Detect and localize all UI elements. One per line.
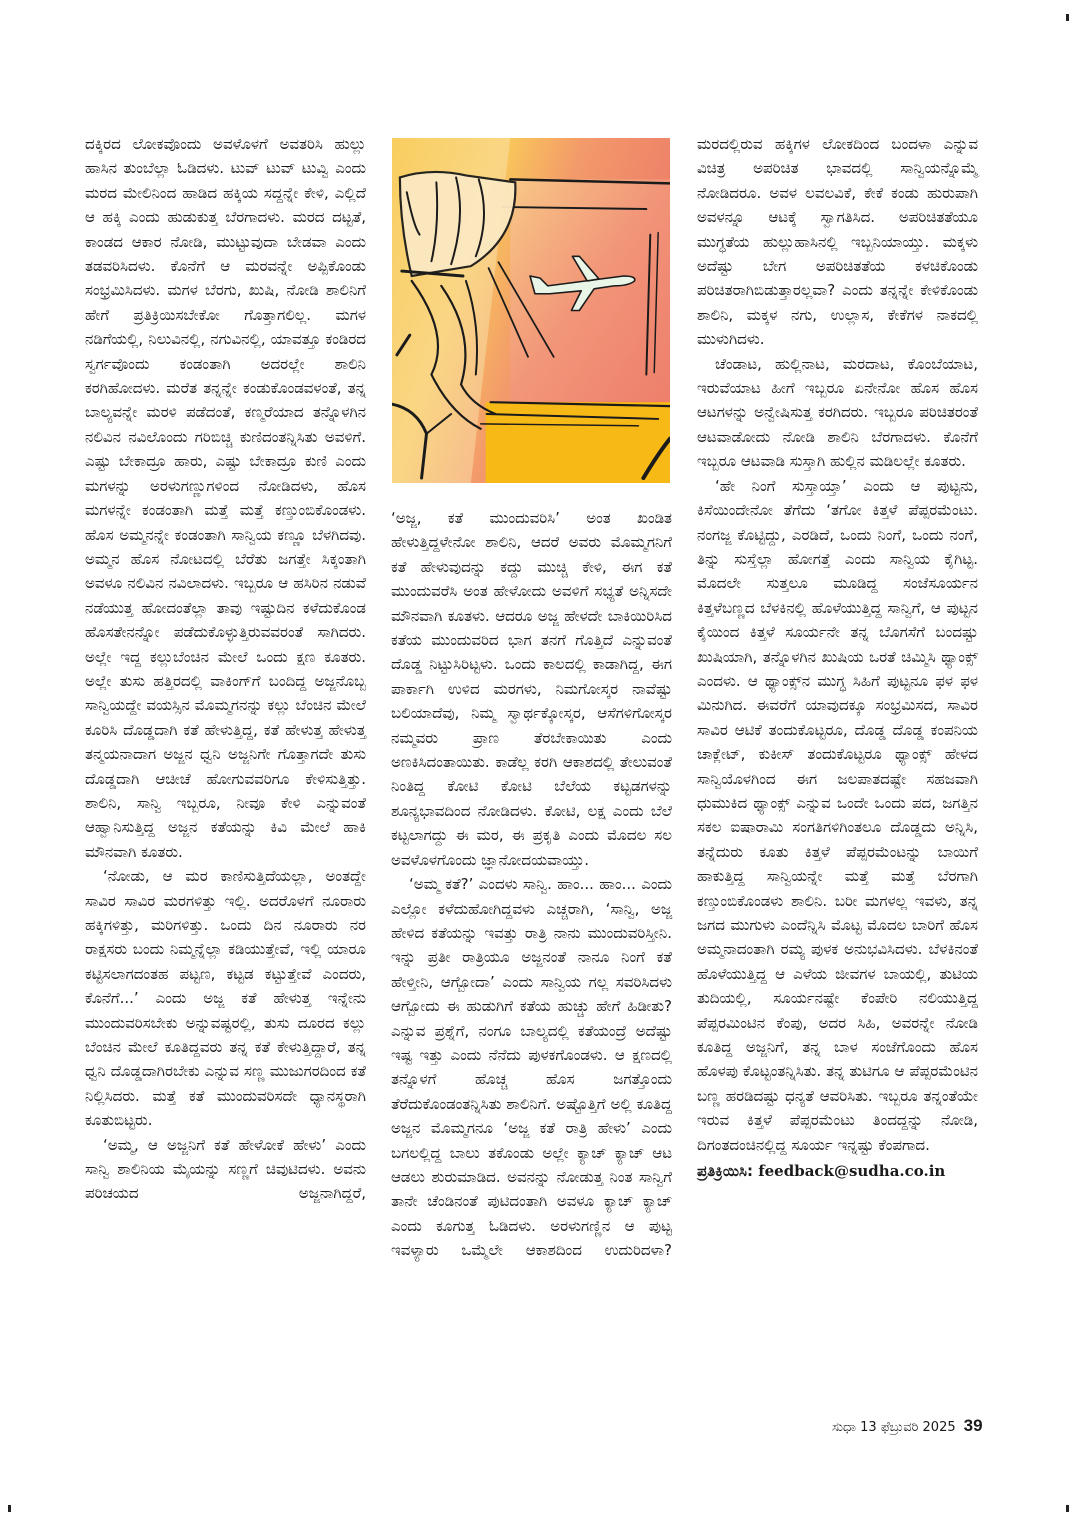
article-paragraph: ದಕ್ಕಿರದ ಲೋಕವೊಂದು ಅವಳೊಳಗೆ ಅವತರಿಸಿ ಹುಲ್ಲು ಹಾಸಿನ ತುಂಬೆಲ್ಲಾ ಓಡಿದಳು. ಟುವ್ ಟುವ್ ಟುವ್ವಿ ಎಂದು ಮರದ ಮೇಲಿನಿಂದ ಹಾಡಿದ ಹಕ್ಕಿಯ ಸದ್ದನ್ನೇ ಕೇಳಿ, ಎಲ್ಲಿದೆ ಆ ಹಕ್ಕಿ ಎಂದು ಹುಡುಕುತ್ತ ಬೆರಗಾದಳು. ಮರದ ದಟ್ಟತೆ, ಕಾಂಡದ ಆಕಾರ ನೋಡಿ, ಮುಟ್ಟುವುದಾ ಬೇಡವಾ ಎಂದು ತಡವರಿಸಿದಳು. ಕೊನೆಗೆ ಆ ಮರವನ್ನೇ ಅಪ್ಪಿಕೊಂಡು ಸಂಭ್ರಮಿಸಿದಳು. ಮಗಳ ಬೆರಗು, ಖುಷಿ, ನೋಡಿ ಶಾಲಿನಿಗೆ ಹೇಗೆ ಪ್ರತಿಕ್ರಿಯಿಸಬೇಕೋ ಗೊತ್ತಾಗಲಿಲ್ಲ. ಮಗಳ ನಡಿಗೆಯಲ್ಲಿ, ನಿಲುವಿನಲ್ಲಿ, ನಗುವಿನಲ್ಲಿ, ಯಾವತ್ತೂ ಕಂಡಿರದ ಸ್ವರ್ಗವೊಂದು ಕಂಡಂತಾಗಿ ಅದರಲ್ಲೇ ಶಾಲಿನಿ ಕರಗಿಹೋದಳು. ಮರೆತ ತನ್ನನ್ನೇ ಕಂಡುಕೊಂಡವಳಂತೆ, ತನ್ನ ಬಾಲ್ಯವನ್ನೇ ಮರಳಿ ಪಡೆದಂತೆ, ಕಣ್ಮರೆಯಾದ ತನ್ನೊಳಗಿನ ನಲಿವಿನ ನವಿಲೊಂದು ಗರಿಬಿಚ್ಚಿ ಕುಣಿದಂತನ್ನಿಸಿತು ಅವಳಿಗೆ. ಎಷ್ಟು ಬೇಕಾದ್ರೂ ಹಾರು, ಎಷ್ಟು ಬೇಕಾದ್ರೂ ಕುಣಿ ಎಂದು ಮಗಳನ್ನು ಅರಳುಗಣ್ಣುಗಳಿಂದ ನೋಡಿದಳು, ಹೊಸ ಮಗಳನ್ನೇ ಕಂಡಂತಾಗಿ ಮತ್ತೆ ಮತ್ತೆ ಕಣ್ತುಂಬಿಕೊಂಡಳು. ಹೊಸ ಅಮ್ಮನನ್ನೇ ಕಂಡಂತಾಗಿ ಸಾನ್ವಿಯ ಕಣ್ಣೂ ಬೆಳಗಿದವು. ಅಮ್ಮನ ಹೊಸ ನೋಟದಲ್ಲಿ ಬೆರೆತು ಜಗತ್ತೇ ಸಿಕ್ಕಂತಾಗಿ ಅವಳೂ ನಲಿವಿನ ನವಿಲಾದಳು. ಇಬ್ಬರೂ ಆ ಹಸಿರಿನ ನಡುವೆ ನಡೆಯುತ್ತ ಹೋದಂತೆಲ್ಲಾ ತಾವು ಇಷ್ಟುದಿನ ಕಳೆದುಕೊಂಡ ಹೊಸತೇನನ್ನೋ ಪಡೆದುಕೊಳ್ಳುತ್ತಿರುವವರಂತೆ ಸಾಗಿದರು. ಅಲ್ಲೇ ಇದ್ದ ಕಲ್ಲುಬೆಂಚಿನ ಮೇಲೆ ಒಂದು ಕ್ಷಣ ಕೂತರು. ಅಲ್ಲೇ ತುಸು ಹತ್ತಿರದಲ್ಲಿ ವಾಕಿಂಗ್‌ಗೆ ಬಂದಿದ್ದ ಅಜ್ಜನೊಬ್ಬ ಸಾನ್ವಿಯದ್ದೇ ವಯಸ್ಸಿನ ಮೊಮ್ಮಗನನ್ನು ಕಲ್ಲು ಬೆಂಚಿನ ಮೇಲೆ ಕೂರಿಸಿ ದೊಡ್ಡದಾಗಿ ಕತೆ ಹೇಳುತ್ತಿದ್ದ, ಕತೆ ಹೇಳುತ್ತ ಹೇಳುತ್ತ ತನ್ಮಯನಾದಾಗ ಅಜ್ಜನ ಧ್ವನಿ ಅಜ್ಜನಿಗೇ ಗೊತ್ತಾಗದೇ ತುಸು ದೊಡ್ಡದಾಗಿ ಆಚೀಚೆ ಹೋಗುವವರಿಗೂ ಕೇಳಿಸುತ್ತಿತ್ತು. ಶಾಲಿನಿ, ಸಾನ್ವಿ ಇಬ್ಬರೂ, ನೀವೂ ಕೇಳಿ ಎನ್ನುವಂತೆ ಆಹ್ವಾನಿಸುತ್ತಿದ್ದ ಅಜ್ಜನ ಕತೆಯನ್ನು ಕಿವಿ ಮೇಲೆ ಹಾಕಿ ಮೌನವಾಗಿ ಕೂತರು. [85, 135, 366, 861]
article-paragraph: ‘ಅಮ್ಮ, ಆ ಅಜ್ಜನಿಗೆ ಕತೆ ಹೇಳೋಕೆ ಹೇಳು’ ಎಂದು ಸಾನ್ವಿ ಶಾಲಿನಿಯ ಮೈಯನ್ನು ಸಣ್ಣಗೆ ಚಿವುಟಿದಳು. ಅವನು ಪರಿಚಯದ ಅಜ್ಜನಾಗಿದ್ದರೆ, [85, 1135, 366, 1203]
magazine-issue-date: ಸುಧಾ 13 ಫೆಬ್ರುವರಿ 2025 [832, 1420, 956, 1435]
page-footer [832, 1416, 983, 1436]
feedback-label: ಪ್ರತಿಕ್ರಿಯಿಸಿ: [697, 1162, 753, 1181]
crop-mark-top-right [1066, 14, 1069, 21]
article-paragraph: ಚೆಂಡಾಟ, ಹುಲ್ಲಿನಾಟ, ಮರದಾಟ, ಕೊಂಬೆಯಾಟ, ಇರುವೆಯಾಟ ಹೀಗೆ ಇಬ್ಬರೂ ಏನೇನೋ ಹೊಸ ಹೊಸ ಆಟಗಳನ್ನು ಅನ್ವೇಷಿಸುತ್ತ ಕರಗಿದರು. ಇಬ್ಬರೂ ಪರಿಚಿತರಂತೆ ಆಟವಾಡೋದು ನೋಡಿ ಶಾಲಿನಿ ಬೆರಗಾದಳು. ಕೊನೆಗೆ ಇಬ್ಬರೂ ಆಟವಾಡಿ ಸುಸ್ತಾಗಿ ಹುಲ್ಲಿನ ಮಡಿಲಲ್ಲೇ ಕೂತರು. [697, 354, 978, 471]
story-illustration [392, 138, 670, 483]
page-number: 39 [963, 1416, 983, 1435]
article-paragraph: ‘ನೋಡು, ಆ ಮರ ಕಾಣಿಸುತ್ತಿದೆಯಲ್ಲಾ, ಅಂತದ್ದೇ ಸಾವಿರ ಸಾವಿರ ಮರಗಳಿತ್ತು ಇಲ್ಲಿ. ಅದರೊಳಗೆ ನೂರಾರು ಹಕ್ಕಿಗಳಿತ್ತು, ಮರಿಗಳಿತ್ತು. ಒಂದು ದಿನ ನೂರಾರು ನರ ರಾಕ್ಷಸರು ಬಂದು ನಿಮ್ಮನ್ನೆಲ್ಲಾ ಕಡಿಯುತ್ತೇವೆ, ಇಲ್ಲಿ ಯಾರೂ ಕಟ್ಟಿಸಲಾಗದಂತಹ ಪಟ್ಟಣ, ಕಟ್ಟಡ ಕಟ್ಟುತ್ತೇವೆ ಎಂದರು, ಕೊನೆಗೆ...’ ಎಂದು ಅಜ್ಜ ಕತೆ ಹೇಳುತ್ತ ಇನ್ನೇನು ಮುಂದುವರಿಸಬೇಕು ಅನ್ನುವಷ್ಟರಲ್ಲಿ, ತುಸು ದೂರದ ಕಲ್ಲು ಬೆಂಚಿನ ಮೇಲೆ ಕೂತಿದ್ದವರು ತನ್ನ ಕತೆ ಕೇಳುತ್ತಿದ್ದಾರೆ, ತನ್ನ ಧ್ವನಿ ದೊಡ್ಡದಾಗಿರಬೇಕು ಎನ್ನುವ ಸಣ್ಣ ಮುಜುಗರದಿಂದ ಕತೆ ನಿಲ್ಲಿಸಿದರು. ಮತ್ತೆ ಕತೆ ಮುಂದುವರಿಸದೇ ಧ್ಯಾನಸ್ಥರಾಗಿ ಕೂತುಬಿಟ್ಟರು. [85, 867, 366, 1130]
article-paragraph: ‘ಅಜ್ಜ, ಕತೆ ಮುಂದುವರಿಸಿ’ ಅಂತ ಖಂಡಿತ ಹೇಳುತ್ತಿದ್ದಳೇನೋ ಶಾಲಿನಿ, ಆದರೆ ಅವರು ಮೊಮ್ಮಗನಿಗೆ ಕತೆ ಹೇಳುವುದನ್ನು ಕದ್ದು ಮುಚ್ಚಿ ಕೇಳಿ, ಈಗ ಕತೆ ಮುಂದುವರೆಸಿ ಅಂತ ಹೇಳೋದು ಅವಳಿಗೆ ಸಭ್ಯತೆ ಅನ್ನಿಸದೇ ಮೌನವಾಗಿ ಕೂತಳು. ಆದರೂ ಅಜ್ಜ ಹೇಳದೇ ಬಾಕಿಯಿರಿಸಿದ ಕತೆಯ ಮುಂದುವರಿದ ಭಾಗ ತನಗೆ ಗೊತ್ತಿದೆ ಎನ್ನುವಂತೆ ದೊಡ್ಡ ನಿಟ್ಟುಸಿರಿಟ್ಟಳು. ಒಂದು ಕಾಲದಲ್ಲಿ ಕಾಡಾಗಿದ್ದ, ಈಗ ಪಾರ್ಕಾಗಿ ಉಳಿದ ಮರಗಳು, ನಿಮಗೋಸ್ಕರ ನಾವೆಷ್ಟು ಬಲಿಯಾದೆವು, ನಿಮ್ಮ ಸ್ವಾರ್ಥಕ್ಕೋಸ್ಕರ, ಆಸೆಗಳಿಗೋಸ್ಕರ ನಮ್ಮವರು ಪ್ರಾಣ ತೆರಬೇಕಾಯಿತು ಎಂದು ಅಣಕಿಸಿದಂತಾಯಿತು. ಕಾಡೆಲ್ಲ ಕರಗಿ ಆಕಾಶದಲ್ಲಿ ತೇಲುವಂತೆ ನಿಂತಿದ್ದ ಕೋಟಿ ಕೋಟಿ ಬೆಲೆಯ ಕಟ್ಟಡಗಳನ್ನು ಶೂನ್ಯಭಾವದಿಂದ ನೋಡಿದಳು. ಕೋಟಿ, ಲಕ್ಷ ಎಂದು ಬೆಲೆ ಕಟ್ಟಲಾಗದ್ದು ಈ ಮರ, ಈ ಪ್ರಕೃತಿ ಎಂದು ಮೊದಲ ಸಲ ಅವಳೊಳಗೊಂದು ಜ್ಞಾನೋದಯವಾಯ್ತು. [391, 509, 672, 869]
feedback-email-link[interactable]: feedback@sudha.co.in [758, 1162, 946, 1181]
crop-mark-bottom-left [8, 1505, 11, 1512]
feedback-signature [697, 1159, 978, 1183]
crop-mark-bottom-right [1066, 1505, 1069, 1512]
article-paragraph: ‘ಅಮ್ಮ ಕತೆ?’ ಎಂದಳು ಸಾನ್ವಿ. ಹಾಂ... ಹಾಂ... ಎಂದು ಎಲ್ಲೋ ಕಳೆದುಹೋಗಿದ್ದವಳು ಎಚ್ಚರಾಗಿ, ‘ಸಾನ್ವಿ, ಅಜ್ಜ ಹೇಳಿದ ಕತೆಯನ್ನು ಇವತ್ತು ರಾತ್ರಿ ನಾನು ಮುಂದುವರಿಸ್ತೀನಿ. ಇನ್ನು ಪ್ರತೀ ರಾತ್ರಿಯೂ ಅಜ್ಜನಂತೆ ನಾನೂ ನಿಂಗೆ ಕತೆ ಹೇಳ್ತೀನಿ, ಆಗ್ಬೋದಾ’ ಎಂದು ಸಾನ್ವಿಯ ಗಲ್ಲ ಸವರಿಸಿದಳು ಆಗ್ಬೋದು ಈ ಹುಡುಗಿಗೆ ಕತೆಯ ಹುಚ್ಚು ಹೇಗೆ ಹಿಡೀತು? ಎನ್ನುವ ಪ್ರಶ್ನೆಗೆ, ನಂಗೂ ಬಾಲ್ಯದಲ್ಲಿ ಕತೆಯಂದ್ರೆ ಅದೆಷ್ಟು ಇಷ್ಟ ಇತ್ತು ಎಂದು ನೆನೆದು ಪುಳಕಗೊಂಡಳು. ಆ ಕ್ಷಣದಲ್ಲಿ ತನ್ನೊಳಗೆ ಹೊಚ್ಚ ಹೊಸ ಜಗತ್ತೊಂದು ತೆರೆದುಕೊಂಡಂತನ್ನಿಸಿತು ಶಾಲಿನಿಗೆ. ಅಷ್ಟೊತ್ತಿಗೆ ಅಲ್ಲಿ ಕೂತಿದ್ದ ಅಜ್ಜನ ಮೊಮ್ಮಗನೂ ‘ಅಜ್ಜ ಕತೆ ರಾತ್ರಿ ಹೇಳು’ ಎಂದು ಬಗಲಲ್ಲಿದ್ದ ಬಾಲು ತಕೊಂಡು ಅಲ್ಲೇ ಕ್ಯಾಚ್ ಕ್ಯಾಚ್ ಆಟ ಆಡಲು ಶುರುಮಾಡಿದ. ಅವನನ್ನು ನೋಡುತ್ತ ನಿಂತ ಸಾನ್ವಿಗೆ ತಾನೇ ಚೆಂಡಿನಂತೆ ಪುಟಿದಂತಾಗಿ ಅವಳೂ ಕ್ಯಾಚ್ ಕ್ಯಾಚ್ ಎಂದು ಕೂಗುತ್ತ ಓಡಿದಳು. ಅರಳುಗಣ್ಣಿನ ಆ ಪುಟ್ಟ ಇವಳ್ಯಾರು ಒಮ್ಮೆಲೇ ಆಕಾಶದಿಂದ ಉದುರಿದಳಾ? [391, 875, 672, 1260]
article-column-3 [697, 132, 978, 1183]
article-paragraph: ಮರದಲ್ಲಿರುವ ಹಕ್ಕಿಗಳ ಲೋಕದಿಂದ ಬಂದಳಾ ಎನ್ನುವ ವಿಚಿತ್ರ ಅಪರಿಚಿತ ಭಾವದಲ್ಲಿ ಸಾನ್ವಿಯನ್ನೊಮ್ಮೆ ನೋಡಿದರೂ. ಅವಳ ಲವಲವಿಕೆ, ಕೇಕೆ ಕಂಡು ಹುರುಪಾಗಿ ಅವಳನ್ನೂ ಆಟಕ್ಕೆ ಸ್ವಾಗತಿಸಿದ. ಅಪರಿಚಿತತೆಯೂ ಮುಗ್ಧತೆಯ ಹುಲ್ಲುಹಾಸಿನಲ್ಲಿ ಇಬ್ಬನಿಯಾಯ್ತು. ಮಕ್ಕಳು ಅದೆಷ್ಟು ಬೇಗ ಅಪರಿಚಿತತೆಯ ಕಳಚಿಕೊಂಡು ಪರಿಚಿತರಾಗಿಬಿಡುತ್ತಾರಲ್ಲವಾ? ಎಂದು ತನ್ನನ್ನೇ ಕೇಳಿಕೊಂಡು ಶಾಲಿನಿ, ಮಕ್ಕಳ ನಗು, ಉಲ್ಲಾಸ, ಕೇಕೆಗಳ ನಾಕದಲ್ಲಿ ಮುಳುಗಿದಳು. [697, 135, 978, 349]
article-paragraph: ‘ಹೇ ನಿಂಗೆ ಸುಸ್ತಾಯ್ತಾ’ ಎಂದು ಆ ಪುಟ್ಟನು, ಕಿಸೆಯಿಂದೇನೋ ತೆಗೆದು ‘ತಗೋ ಕಿತ್ತಳೆ ಪೆಪ್ಪರಮೆಂಟು. ನಂಗಜ್ಜ ಕೊಟ್ಟಿದ್ದು, ಎರಡಿದೆ, ಒಂದು ನಿಂಗೆ, ಒಂದು ನಂಗೆ, ತಿನ್ನು ಸುಸ್ತೆಲ್ಲಾ ಹೋಗತ್ತೆ ಎಂದು ಸಾನ್ವಿಯ ಕೈಗಿಟ್ಟ. ಮೊದಲೇ ಸುತ್ತಲೂ ಮೂಡಿದ್ದ ಸಂಜೆಸೂರ್ಯನ ಕಿತ್ತಳೆಬಣ್ಣದ ಬೆಳಕಿನಲ್ಲಿ ಹೊಳೆಯುತ್ತಿದ್ದ ಸಾನ್ವಿಗೆ, ಆ ಪುಟ್ಟನ ಕೈಯಿಂದ ಕಿತ್ತಳೆ ಸೂರ್ಯನೇ ತನ್ನ ಬೊಗಸೆಗೆ ಬಂದಷ್ಟು ಖುಷಿಯಾಗಿ, ತನ್ನೊಳಗಿನ ಖುಷಿಯ ಒರತೆ ಚಿಮ್ಮಿಸಿ ಥ್ಯಾಂಕ್ಸ್ ಎಂದಳು. ಆ ಥ್ಯಾಂಕ್ಸ್‌ನ ಮುಗ್ಧ ಸಿಹಿಗೆ ಪುಟ್ಟನೂ ಫಳ ಫಳ ಮಿನುಗಿದ. ಈವರೆಗೆ ಯಾವುದಕ್ಕೂ ಸಂಭ್ರಮಿಸದ, ಸಾವಿರ ಸಾವಿರ ಆಟಿಕೆ ತಂದುಕೊಟ್ಟರೂ, ದೊಡ್ಡ ದೊಡ್ಡ ಕಂಪನಿಯ ಚಾಕ್ಲೇಟ್, ಕುಕೀಸ್ ತಂದುಕೊಟ್ಟರೂ ಥ್ಯಾಂಕ್ಸ್ ಹೇಳದ ಸಾನ್ವಿಯೊಳಗಿಂದ ಈಗ ಜಲಪಾತದಷ್ಟೇ ಸಹಜವಾಗಿ ಧುಮುಕಿದ ಥ್ಯಾಂಕ್ಸ್ ಎನ್ನುವ ಒಂದೇ ಒಂದು ಪದ, ಜಗತ್ತಿನ ಸಕಲ ಐಷಾರಾಮಿ ಸಂಗತಿಗಳಿಗಿಂತಲೂ ದೊಡ್ಡದು ಅನ್ನಿಸಿ, ತನ್ನೆದುರು ಕೂತು ಕಿತ್ತಳೆ ಪೆಪ್ಪರಮೆಂಟನ್ನು ಬಾಯಿಗೆ ಹಾಕುತ್ತಿದ್ದ ಸಾನ್ವಿಯನ್ನೇ ಮತ್ತೆ ಮತ್ತೆ ಬೆರಗಾಗಿ ಕಣ್ತುಂಬಿಕೊಂಡಳು ಶಾಲಿನಿ. ಬರೀ ಮಗಳಲ್ಲ ಇವಳು, ತನ್ನ ಜಗದ ಮುಗುಳು ಎಂದೆನ್ನಿಸಿ ಮೊಟ್ಟ ಮೊದಲ ಬಾರಿಗೆ ಹೊಸ ಅಮ್ಮನಾದಂತಾಗಿ ರಮ್ಯ ಪುಳಕ ಅನುಭವಿಸಿದಳು. ಬೆಳಕಿನಂತೆ ಹೊಳೆಯುತ್ತಿದ್ದ ಆ ಎಳೆಯ ಜೀವಗಳ ಬಾಯಲ್ಲಿ, ತುಟಿಯ ತುದಿಯಲ್ಲಿ, ಸೂರ್ಯನಷ್ಟೇ ಕೆಂಪೇರಿ ನಲಿಯುತ್ತಿದ್ದ ಪೆಪ್ಪರಮಿಂಟಿನ ಕೆಂಪು, ಅದರ ಸಿಹಿ, ಅವರನ್ನೇ ನೋಡಿ ಕೂತಿದ್ದ ಅಜ್ಜನಿಗೆ, ತನ್ನ ಬಾಳ ಸಂಜೆಗೊಂದು ಹೊಸ ಹೊಳಪು ಕೊಟ್ಟಂತನ್ನಿಸಿತು. ತನ್ನ ತುಟಿಗೂ ಆ ಪೆಪ್ಪರಮೆಂಟಿನ ಬಣ್ಣ ಹರಡಿದಷ್ಟು ಧನ್ಯತೆ ಆವರಿಸಿತು. ಇಬ್ಬರೂ ತನ್ನಂತೆಯೇ ಇರುವ ಕಿತ್ತಳೆ ಪೆಪ್ಪರಮೆಂಟು ತಿಂದದ್ದನ್ನು ನೋಡಿ, ದಿಗಂತದಂಚಿನಲ್ಲಿದ್ದ ಸೂರ್ಯ ಇನ್ನಷ್ಟು ಕೆಂಪಗಾದ. [697, 476, 978, 1154]
article-column-1 [85, 132, 366, 1206]
article-column-2 [391, 506, 672, 1263]
